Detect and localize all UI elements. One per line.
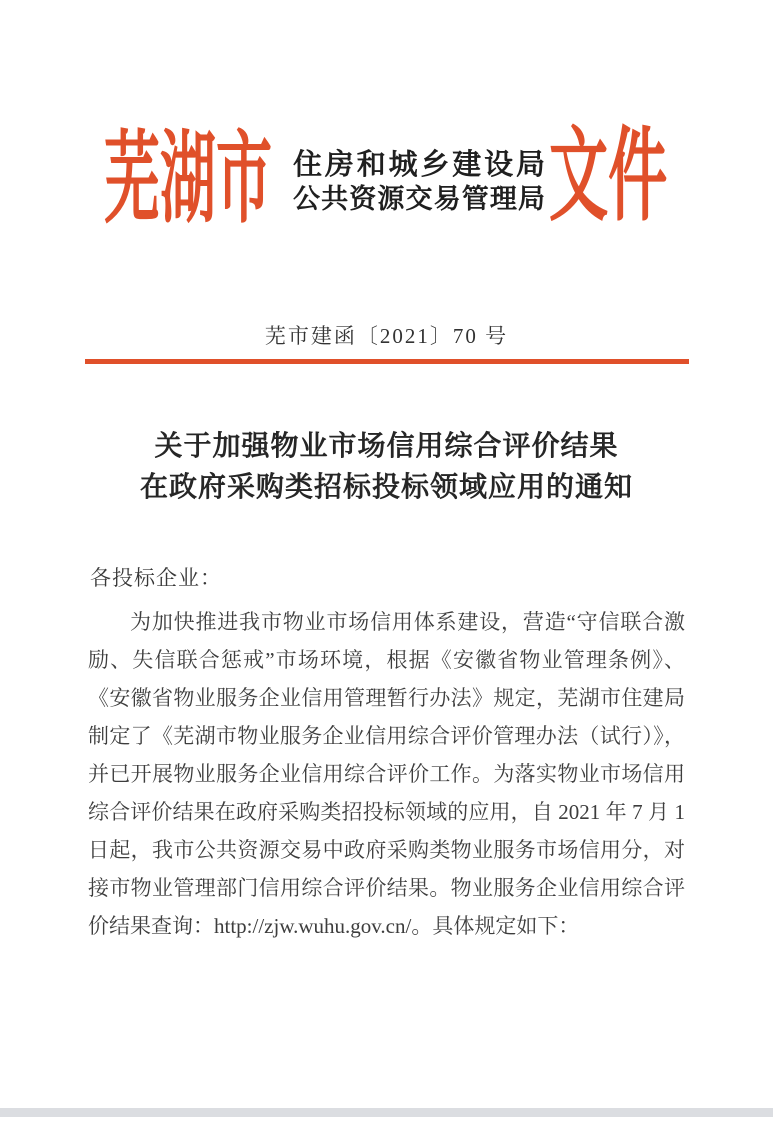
document-number: 芜市建函〔2021〕70 号 <box>264 324 509 348</box>
body-paragraph <box>88 603 685 945</box>
body-line: 《安徽省物业服务企业信用管理暂行办法》规定，芜湖市住建局 <box>88 686 685 710</box>
title-line-1: 关于加强物业市场信用综合评价结果 <box>154 431 619 462</box>
letterhead-dept-line2: 公共资源交易管理局 <box>293 184 545 214</box>
body-line: 励、失信联合惩戒”市场环境，根据《安徽省物业管理条例》、 <box>88 648 685 672</box>
letterhead-dept-line1: 住房和城乡建设局 <box>293 149 545 181</box>
page-bottom-edge <box>0 1108 773 1117</box>
body-line: 制定了《芜湖市物业服务企业信用综合评价管理办法（试行）》， <box>88 724 685 748</box>
body-line: 接市物业管理部门信用综合评价结果。物业服务企业信用综合评 <box>88 876 685 900</box>
letterhead-doc-word: 文件 <box>549 121 668 234</box>
body-line: 并已开展物业服务企业信用综合评价工作。为落实物业市场信用 <box>88 762 685 786</box>
document-title <box>0 426 773 508</box>
title-line-2: 在政府采购类招标投标领域应用的通知 <box>139 472 633 503</box>
body-line: 为加快推进我市物业市场信用体系建设，营造“守信联合激 <box>130 610 685 634</box>
letterhead-departments <box>293 148 545 216</box>
body-line: 日起，我市公共资源交易中政府采购类物业服务市场信用分，对 <box>88 838 685 862</box>
salutation: 各投标企业： <box>90 566 222 590</box>
red-divider-line <box>85 359 689 364</box>
body-line: 综合评价结果在政府采购类招投标领域的应用，自 2021 年 7 月 1 <box>88 800 685 824</box>
letterhead-city: 芜湖市 <box>104 124 272 235</box>
body-line: 价结果查询：http://zjw.wuhu.gov.cn/。具体规定如下： <box>88 914 580 938</box>
